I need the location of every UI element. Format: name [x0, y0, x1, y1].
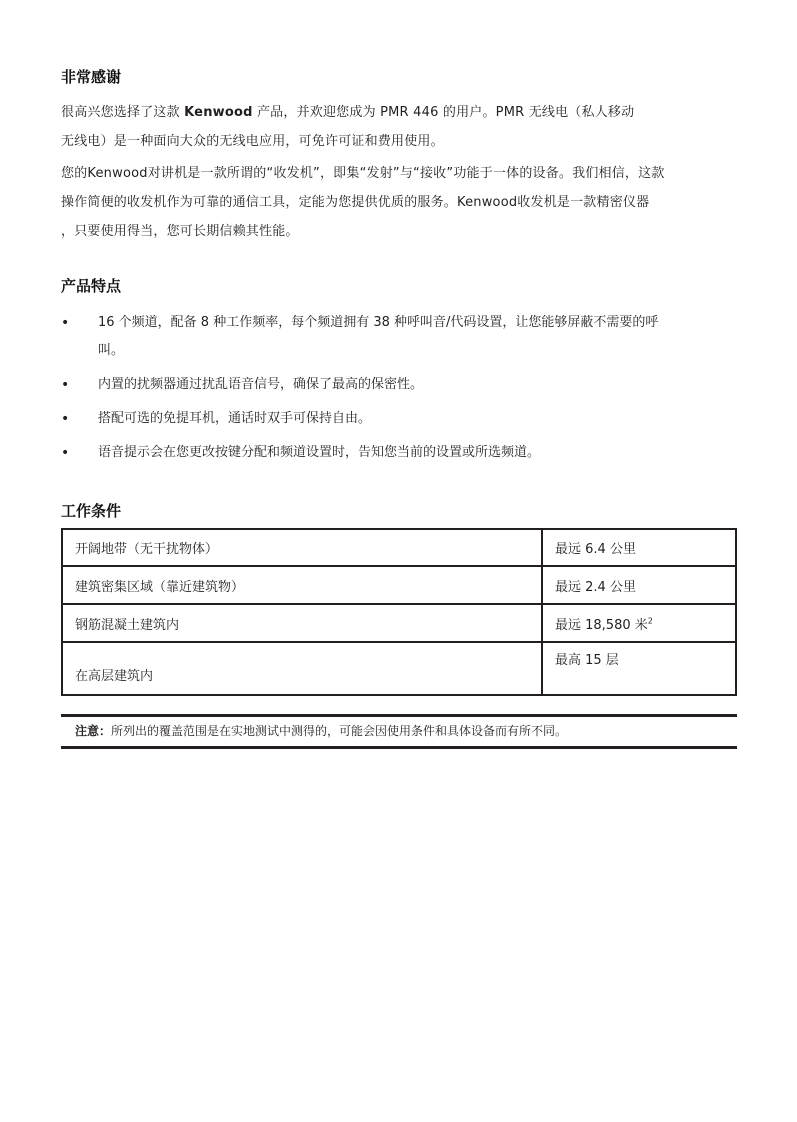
- table-row: [62, 566, 736, 604]
- table-row: [62, 604, 736, 642]
- note-text: 所列出的覆盖范围是在实地测试中测得的，可能会因使用条件和具体设备而有所不同。: [111, 724, 568, 738]
- condition-cell: 钢筋混凝土建筑内: [62, 604, 542, 642]
- thanks-p1-line2: 无线电）是一种面向大众的无线电应用，可免许可证和费用使用。: [61, 134, 444, 149]
- condition-cell: 开阔地带（无干扰物体）: [62, 529, 542, 566]
- bullet-icon: •: [61, 445, 70, 461]
- thanks-p1-line1: 很高兴您选择了这款 Kenwood 产品，并欢迎您成为 PMR 446 的用户。PMR 无线电（私人移动: [61, 105, 635, 120]
- thanks-p2-line1: 您的Kenwood对讲机是一款所谓的“收发机”，即集“发射”与“接收”功能于一体的设备。我们相信，这款: [61, 166, 665, 181]
- range-cell: 最远 18,580 米$^2$: [542, 604, 736, 642]
- features-heading: 产品特点: [61, 277, 122, 295]
- brand-name: Kenwood: [184, 105, 253, 120]
- conditions-table: [61, 528, 737, 696]
- thanks-paragraph-2: [61, 159, 721, 246]
- thanks-p2-line3: ，只要使用得当，您可长期信赖其性能。: [61, 224, 299, 239]
- range-cell: 最远 6.4 公里: [542, 529, 736, 566]
- thanks-paragraph-1: [61, 98, 721, 156]
- bullet-icon: •: [61, 377, 70, 393]
- feature-item-text-cont: 叫。: [98, 343, 125, 358]
- range-cell: 最高 15 层: [542, 642, 736, 695]
- thanks-p2-line2: 操作简便的收发机作为可靠的通信工具，定能为您提供优质的服务。Kenwood收发机是一款精密仪器: [61, 195, 650, 210]
- range-cell: 最远 2.4 公里: [542, 566, 736, 604]
- bullet-icon: •: [61, 411, 70, 427]
- note-label: 注意：: [75, 724, 112, 738]
- feature-item-text: 搭配可选的免提耳机，通话时双手可保持自由。: [98, 411, 372, 426]
- coverage-note: [61, 714, 737, 749]
- feature-item-text: 语音提示会在您更改按键分配和频道设置时，告知您当前的设置或所选频道。: [98, 445, 541, 460]
- table-row: [62, 642, 736, 695]
- footnote-marker: 2: [647, 616, 653, 626]
- feature-item-text: 内置的扰频器通过扰乱语音信号，确保了最高的保密性。: [98, 377, 424, 392]
- conditions-heading: 工作条件: [61, 502, 122, 520]
- thanks-heading: 非常感谢: [61, 68, 122, 86]
- condition-cell: 在高层建筑内: [62, 642, 542, 695]
- feature-item-text: 16 个频道，配备 8 种工作频率，每个频道拥有 38 种呼叫音/代码设置，让您能够屏蔽不需要的呼: [98, 315, 659, 330]
- bullet-icon: •: [61, 315, 70, 331]
- table-row: [62, 529, 736, 566]
- condition-cell: 建筑密集区域（靠近建筑物）: [62, 566, 542, 604]
